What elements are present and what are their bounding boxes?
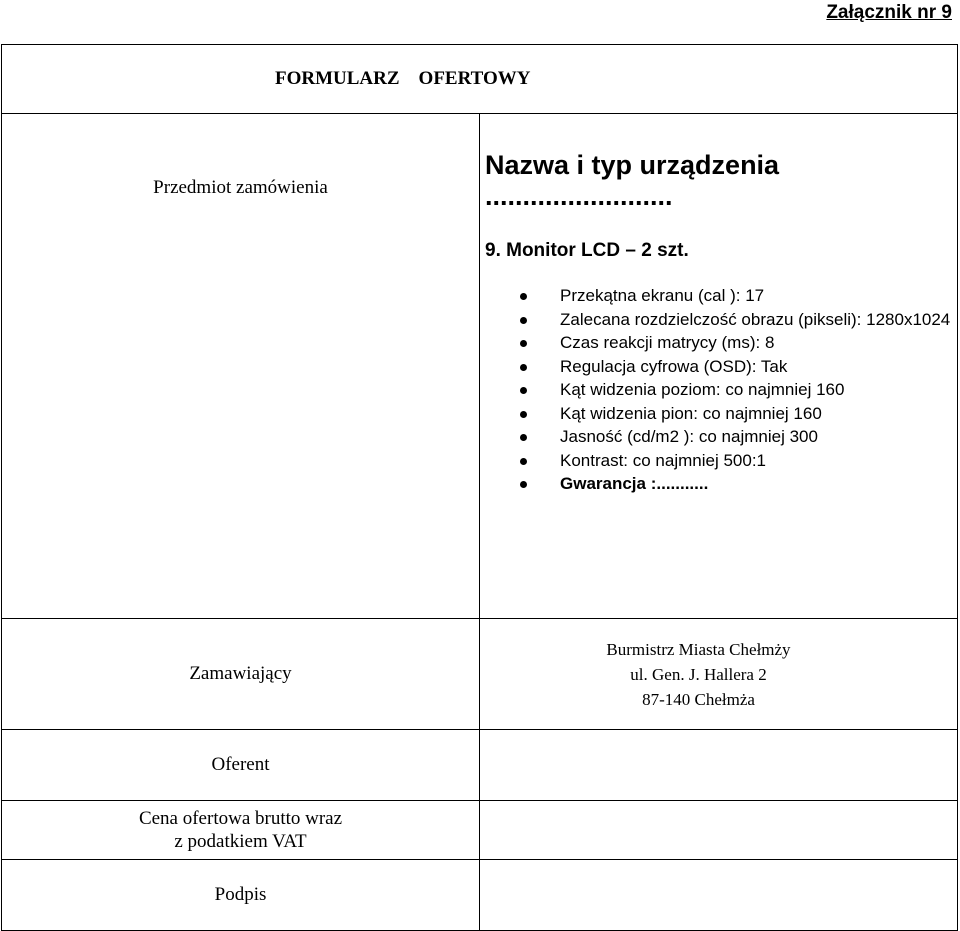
- spec-item: [520, 425, 957, 449]
- subject-row: [2, 114, 958, 619]
- bullet-icon: [520, 434, 527, 441]
- spec-text: Czas reakcji matrycy (ms): 8: [560, 333, 775, 352]
- bidder-label: Oferent: [2, 730, 480, 801]
- warranty-text: Gwarancja :...........: [560, 474, 709, 493]
- signature-label: Podpis: [2, 860, 480, 931]
- spec-text: Kąt widzenia poziom: co najmniej 160: [560, 380, 845, 399]
- spec-item-warranty: [520, 472, 957, 496]
- price-row: [2, 801, 958, 860]
- bullet-icon: [520, 411, 527, 418]
- spec-text: Przekątna ekranu (cal ): 17: [560, 286, 765, 305]
- title-row: [2, 45, 958, 114]
- spec-text: Zalecana rozdzielczość obrazu (pikseli): 1280x1024: [560, 309, 951, 329]
- bullet-icon: [520, 364, 527, 371]
- price-field[interactable]: [480, 801, 958, 860]
- spec-text: Kąt widzenia pion: co najmniej 160: [560, 403, 822, 423]
- spec-item: [520, 308, 957, 332]
- bullet-icon: [520, 481, 527, 488]
- spec-item: [520, 449, 957, 473]
- spec-text: Regulacja cyfrowa (OSD): Tak: [560, 356, 788, 376]
- spec-text: Jasność (cd/m2 ): co najmniej 300: [560, 427, 818, 446]
- bullet-icon: [520, 340, 527, 347]
- bidder-field[interactable]: [480, 730, 958, 801]
- spec-text: Kontrast: co najmniej 500:1: [560, 450, 767, 470]
- signature-field[interactable]: [480, 860, 958, 931]
- spec-item: [520, 402, 957, 426]
- price-label-line-2: z podatkiem VAT: [174, 831, 307, 852]
- signature-row: [2, 860, 958, 931]
- buyer-line-3: 87-140 Chełmża: [642, 689, 755, 709]
- item-title: 9. Monitor LCD – 2 szt.: [485, 240, 689, 261]
- offer-form-table: [1, 44, 958, 931]
- buyer-address: [480, 619, 958, 730]
- price-label: [2, 801, 480, 860]
- subject-content: [480, 114, 958, 619]
- buyer-line-1: Burmistrz Miasta Chełmży: [606, 639, 791, 659]
- buyer-row: [2, 619, 958, 730]
- buyer-label: Zamawiający: [2, 619, 480, 730]
- subject-label: Przedmiot zamówienia: [2, 114, 480, 619]
- bullet-icon: [520, 317, 527, 324]
- spec-item: [520, 378, 957, 402]
- bullet-icon: [520, 387, 527, 394]
- device-heading: Nazwa i typ urządzenia .........................: [485, 150, 780, 211]
- spec-item: [520, 284, 957, 308]
- buyer-line-2: ul. Gen. J. Hallera 2: [630, 664, 767, 684]
- spec-item: [520, 355, 957, 379]
- spec-item: [520, 331, 957, 355]
- annex-label: Załącznik nr 9: [826, 2, 952, 23]
- bidder-row: [2, 730, 958, 801]
- price-label-line-1: Cena ofertowa brutto wraz: [138, 808, 343, 829]
- form-title: FORMULARZ OFERTOWY: [2, 45, 958, 114]
- bullet-icon: [520, 293, 527, 300]
- bullet-icon: [520, 458, 527, 465]
- spec-list: [480, 284, 957, 502]
